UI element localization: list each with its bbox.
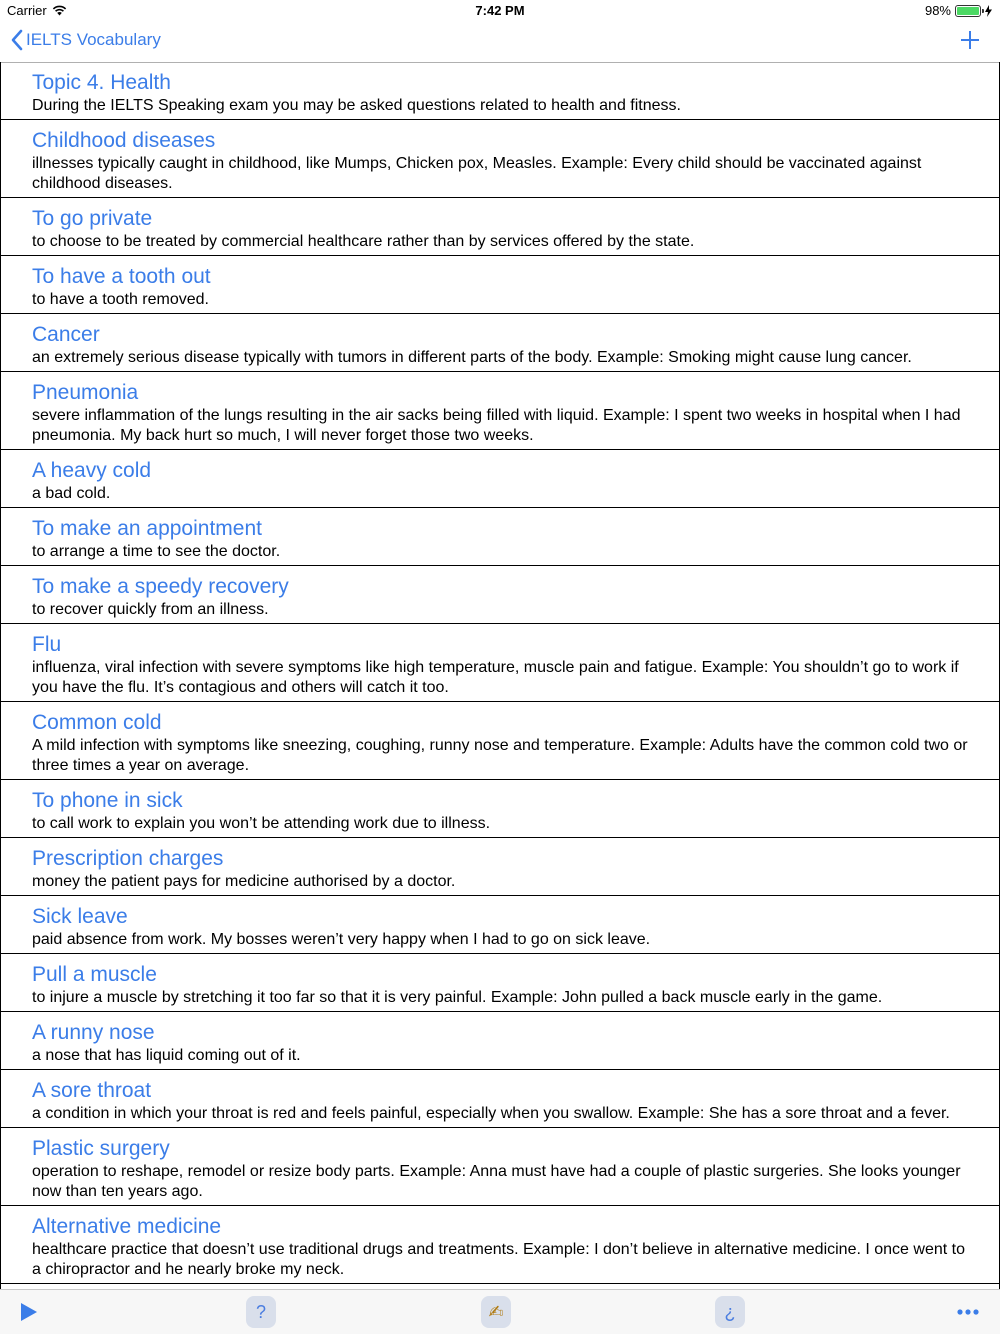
entry-term: A runny nose <box>32 1021 155 1044</box>
entry-definition: to call work to explain you won’t be attending work due to illness. <box>32 815 491 832</box>
chevron-left-icon <box>10 29 24 51</box>
list-item[interactable] <box>1 954 999 1012</box>
entry-term: Topic 4. Health <box>32 71 171 94</box>
list-item[interactable] <box>1 256 999 314</box>
list-item[interactable] <box>1 838 999 896</box>
entry-term: Childhood diseases <box>32 129 216 152</box>
entry-term: Alternative medicine <box>32 1215 222 1238</box>
entry-term: Pneumonia <box>32 381 139 404</box>
inverted-question-icon: ¿ <box>724 1301 736 1322</box>
back-button-label: IELTS Vocabulary <box>26 30 161 49</box>
question-button[interactable] <box>715 1296 745 1328</box>
list-item[interactable] <box>1 450 999 508</box>
help-icon: ? <box>255 1301 266 1322</box>
help-button[interactable] <box>246 1296 276 1328</box>
entry-definition: to choose to be treated by commercial healthcare rather than by services offered by the state. <box>32 233 695 250</box>
entry-term: To make an appointment <box>32 517 262 540</box>
entry-definition: influenza, viral infection with severe symptoms like high temperature, muscle pain and fatigue. Example: You shouldn’t go to work if you have the flu. It’s contagious and others will catch it too. <box>32 659 959 696</box>
battery-icon <box>955 5 981 17</box>
entry-definition: to have a tooth removed. <box>32 291 209 308</box>
entry-term: Pull a muscle <box>32 963 157 986</box>
entry-term: To have a tooth out <box>32 265 211 288</box>
entry-definition: illnesses typically caught in childhood, like Mumps, Chicken pox, Measles. Example: Every child should be vaccinated against childhood diseases. <box>32 155 922 192</box>
entry-term: A sore throat <box>32 1079 152 1102</box>
status-bar <box>0 0 1000 22</box>
list-item[interactable] <box>1 372 999 450</box>
play-button[interactable] <box>13 1296 43 1328</box>
battery-level <box>957 7 979 15</box>
writing-hand-icon: ✍ <box>488 1301 504 1322</box>
entry-term: Common cold <box>32 711 162 734</box>
clock: 7:42 PM <box>475 3 525 18</box>
back-button[interactable] <box>10 29 161 51</box>
play-icon <box>18 1302 38 1322</box>
entry-term: Sick leave <box>32 905 128 928</box>
vocabulary-list[interactable] <box>0 62 1000 1289</box>
entry-term: Flu <box>32 633 62 656</box>
write-button[interactable] <box>481 1296 511 1328</box>
entry-definition: to injure a muscle by stretching it too far so that it is very painful. Example: John pulled a back muscle early in the game. <box>32 989 883 1006</box>
battery-indicator <box>925 3 992 18</box>
entry-term: Prescription charges <box>32 847 224 870</box>
list-item[interactable] <box>1 198 999 256</box>
entry-definition: money the patient pays for medicine authorised by a doctor. <box>32 873 456 890</box>
list-item[interactable] <box>1 120 999 198</box>
entry-definition: A mild infection with symptoms like sneezing, coughing, runny nose and temperature. Example: Adults have the common cold two or three times a year on average. <box>32 737 968 774</box>
entry-term: Cancer <box>32 323 100 346</box>
list-item[interactable] <box>1 508 999 566</box>
entry-term: A heavy cold <box>32 459 152 482</box>
list-item[interactable] <box>1 624 999 702</box>
entry-definition: During the IELTS Speaking exam you may be asked questions related to health and fitness. <box>32 97 681 114</box>
entry-definition: an extremely serious disease typically with tumors in different parts of the body. Example: Smoking might cause lung cancer. <box>32 349 912 366</box>
bottom-toolbar <box>0 1289 1000 1334</box>
list-item[interactable] <box>1 780 999 838</box>
list-item[interactable] <box>1 566 999 624</box>
entry-definition: paid absence from work. My bosses weren’t very happy when I had to go on sick leave. <box>32 931 651 948</box>
entry-term: Plastic surgery <box>32 1137 170 1160</box>
entry-term: To phone in sick <box>32 789 183 812</box>
battery-percent: 98% <box>924 3 951 18</box>
entry-definition: operation to reshape, remodel or resize body parts. Example: Anna must have had a couple of plastic surgeries. She looks younger now than ten years ago. <box>32 1163 961 1200</box>
entry-term: To go private <box>32 207 153 230</box>
list-item[interactable] <box>1 1012 999 1070</box>
entry-definition: to arrange a time to see the doctor. <box>32 543 281 560</box>
entry-definition: a nose that has liquid coming out of it. <box>32 1047 301 1064</box>
carrier-label: Carrier <box>7 3 47 18</box>
entry-term: To make a speedy recovery <box>32 575 289 598</box>
entry-definition: a condition in which your throat is red and feels painful, especially when you swallow. Example: She has a sore throat and a fever. <box>32 1105 950 1122</box>
ellipsis-icon <box>956 1308 980 1316</box>
list-item[interactable] <box>1 1070 999 1128</box>
navigation-bar <box>0 22 1000 63</box>
charging-bolt-icon <box>985 5 992 17</box>
list-item[interactable] <box>1 702 999 780</box>
entry-definition: to recover quickly from an illness. <box>32 601 269 618</box>
entry-definition: healthcare practice that doesn’t use traditional drugs and treatments. Example: I don’t believe in alternative medicine. I once went to a chiropractor and he nearly broke my neck. <box>32 1241 965 1278</box>
entry-definition: a bad cold. <box>32 485 111 502</box>
list-item[interactable] <box>1 314 999 372</box>
add-button[interactable] <box>958 28 982 52</box>
list-item[interactable] <box>1 896 999 954</box>
list-item[interactable] <box>1 1128 999 1206</box>
list-item[interactable] <box>1 62 999 120</box>
more-button[interactable] <box>953 1296 983 1328</box>
entry-definition: severe inflammation of the lungs resulting in the air sacks being filled with liquid. Example: I spent two weeks in hospital when I had pneumonia. My back hurt so much, I will never forget those two weeks. <box>32 407 961 444</box>
list-item[interactable] <box>1 1206 999 1284</box>
